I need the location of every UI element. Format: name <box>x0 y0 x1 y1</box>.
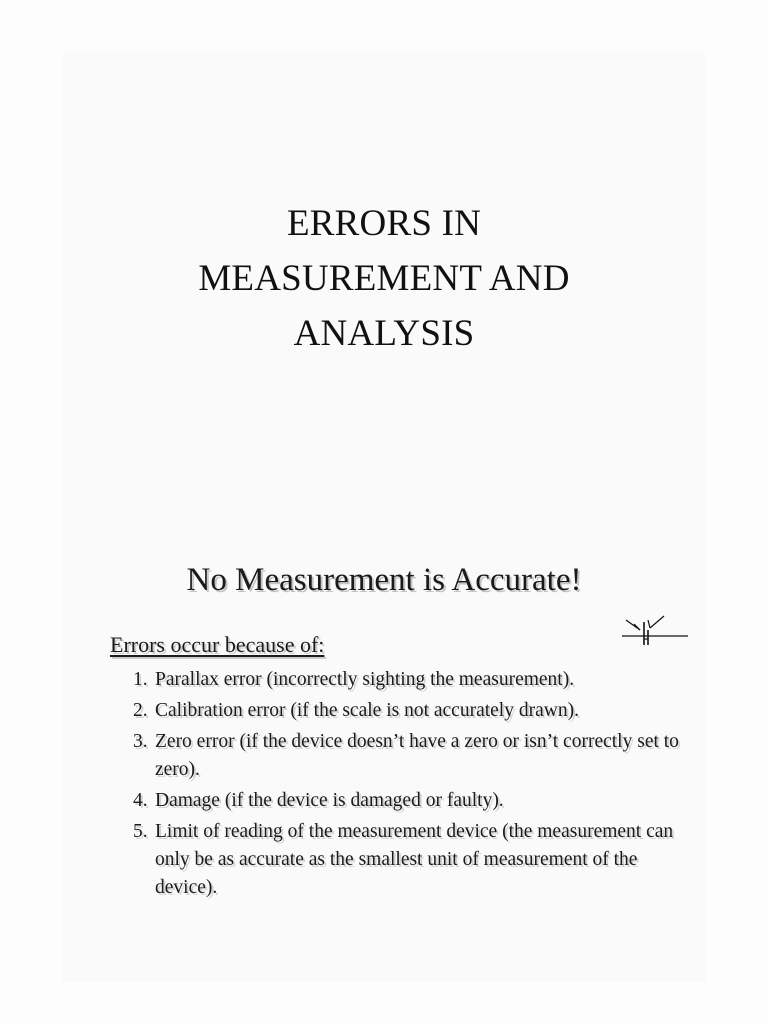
list-item-text: Zero error (if the device doesn’t have a zero or isn’t correctly set to zero). <box>155 731 679 780</box>
list-item <box>133 787 693 815</box>
list-item-text: Parallax error (incorrectly sighting the measurement). <box>155 669 575 690</box>
title-line-1: ERRORS IN <box>286 203 482 244</box>
list-item <box>133 728 693 784</box>
page-title <box>0 196 768 361</box>
list-item-number: 1. <box>133 669 148 690</box>
list-item <box>133 666 693 694</box>
title-line-3: ANALYSIS <box>293 313 475 354</box>
list-item <box>133 697 693 725</box>
caliper-icon <box>620 612 690 648</box>
title-line-2: MEASUREMENT AND <box>198 258 570 299</box>
causes-list <box>133 666 693 905</box>
list-item-text: Calibration error (if the scale is not accurately drawn). <box>155 700 579 721</box>
list-item-number: 3. <box>133 731 148 752</box>
slide-subtitle: No Measurement is Accurate! <box>186 562 582 598</box>
list-item-text: Damage (if the device is damaged or faulty). <box>155 790 504 811</box>
causes-heading: Errors occur because of: <box>110 632 325 657</box>
list-item-number: 2. <box>133 700 148 721</box>
list-item-text: Limit of reading of the measurement device (the measurement can only be as accurate as the smallest unit of measurement of the device). <box>155 821 674 898</box>
list-item-number: 5. <box>133 821 148 842</box>
list-item-number: 4. <box>133 790 148 811</box>
list-item <box>133 818 693 902</box>
